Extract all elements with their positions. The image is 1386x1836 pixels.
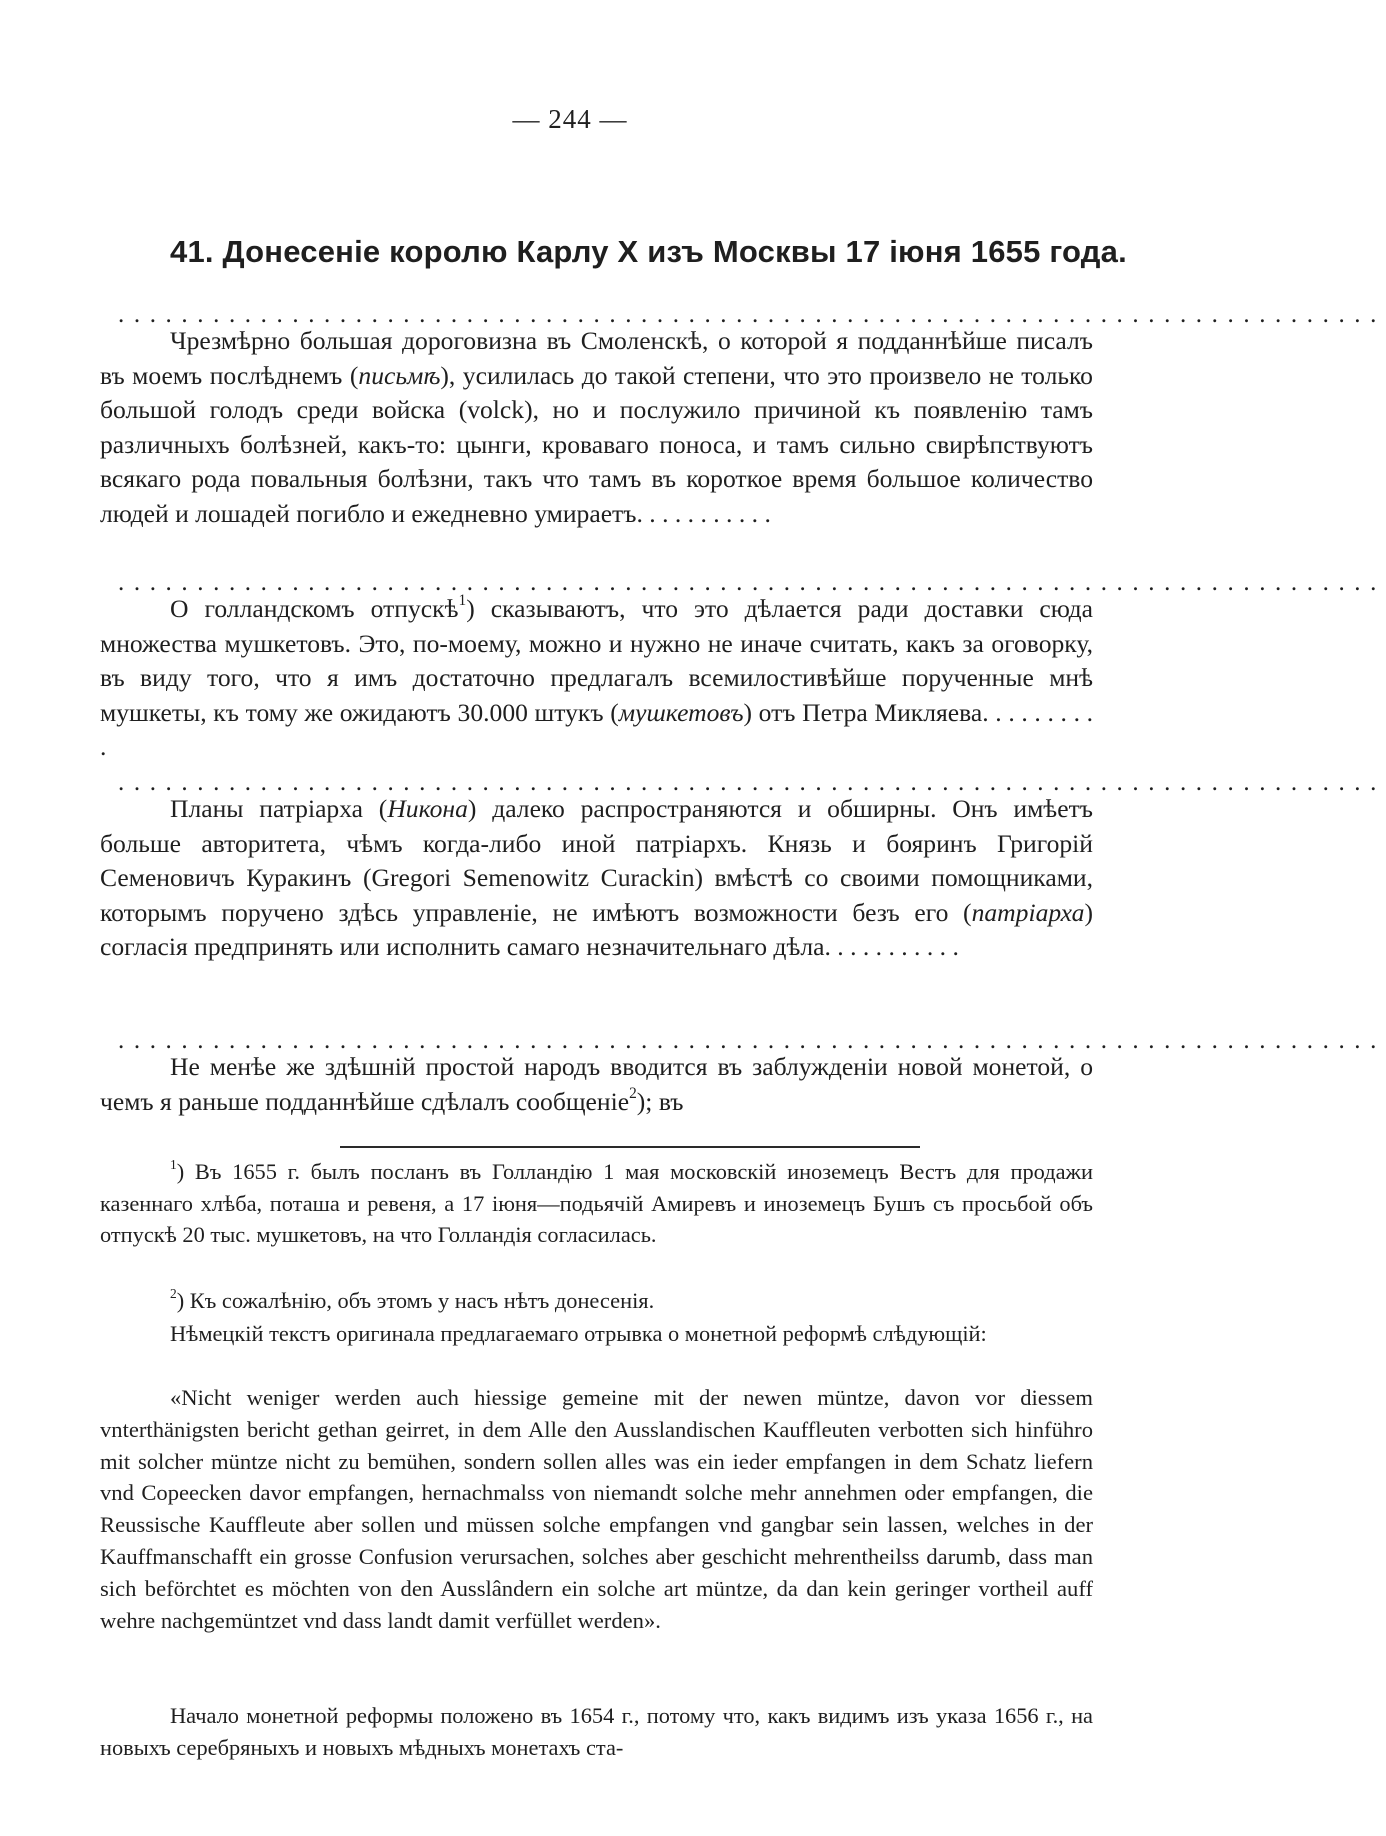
footnote-2 (100, 1285, 1093, 1317)
footnote-1-text: ) Въ 1655 г. былъ посланъ въ Голландію 1 мая московскій иноземецъ Вестъ для продажи казеннаго хлѣба, поташа и ревеня, а 17 іюня—подьячій Амиревъ и иноземецъ Бушъ съ просьбой объ отпускѣ 20 тыс. мушкетовъ, на что Голландія согласилась. (100, 1159, 1093, 1247)
paragraph-1-text: Чрезмѣрно большая дороговизна въ Смоленскѣ, о которой я подданнѣйше писалъ въ моемъ послѣднемъ ( (100, 326, 1093, 390)
paragraph-3-text-mid: ) далеко распространяются и обширны. Онъ имѣетъ больше авторитета, чѣмъ когда-либо иной патріархъ. Князь и бояринъ Григорій Семеновичъ Куракинъ (Gregori Semenowitz Curackin) вмѣстѣ со своими помощниками, которымъ поручено здѣсь управленіе, не имѣютъ возможности безъ его ( (100, 794, 1093, 927)
document-heading: 41. Донесеніе королю Карлу X изъ Москвы 17 іюня 1655 года. (170, 234, 1127, 269)
paragraph-1 (100, 324, 1093, 531)
ellipsis-line: ................................................................................ (118, 1027, 1386, 1054)
paragraph-4 (100, 1050, 1093, 1119)
footnote-2-marker: 2 (170, 1285, 177, 1301)
ellipsis-line: ................................................................................ (118, 301, 1386, 328)
paragraph-2 (100, 592, 1093, 765)
paragraph-1-text-end: ), усилилась до такой степени, что это произвело не только большой голодъ среди войска (volck), но и послужило причиной къ появленію тамъ различныхъ болѣзней, какъ-то: цынги, кроваваго поноса, и тамъ сильно свирѣпствуютъ всякаго рода повальныя болѣзни, такъ что тамъ въ короткое время большое количество людей и лошадей погибло и ежедневно умираетъ. . . . . . . . . . . (100, 360, 1093, 528)
footnote-note-intro: Нѣмецкій текстъ оригинала предлагаемаго отрывка о монетной реформѣ слѣдующій: (170, 1321, 987, 1346)
page-number: — 244 — (512, 104, 628, 134)
paragraph-3-text: Планы патріарха ( (170, 794, 388, 823)
paragraph-3 (100, 792, 1093, 965)
paragraph-4-text-end: ); въ (636, 1086, 684, 1116)
footnote-ref-1: 1 (458, 592, 467, 610)
footnote-2-text: ) Къ сожалѣнію, объ этомъ у насъ нѣтъ донесенія. (176, 1288, 655, 1313)
footnote-1-marker: 1 (170, 1156, 177, 1172)
paragraph-2-text-end: ) отъ Петра Микляева. . . . . . . . . . (100, 697, 1094, 761)
paragraph-2-emphasis: мушкетовъ (618, 697, 744, 727)
footnote-1 (100, 1156, 1093, 1251)
paragraph-1-emphasis: письмѣ (358, 360, 441, 390)
paragraph-4-text: Не менѣе же здѣшній простой народъ вводится въ заблужденіи новой монетой, о чемъ я раньше подданнѣйше сдѣлалъ сообщеніе (100, 1052, 1093, 1116)
ellipsis-line: ................................................................................ (118, 769, 1386, 796)
paragraph-2-text-mid: ) сказываютъ, что это дѣлается ради доставки сюда множества мушкетовъ. Это, по-моему, можно и нужно не иначе считать, какъ за оговорку, въ виду того, что я имъ достаточно предлагалъ всемилостивѣйше порученные мнѣ мушкеты, къ тому же ожидаютъ 30.000 штукъ ( (100, 594, 1093, 727)
paragraph-2-text: О голландскомъ отпускѣ (170, 594, 459, 623)
paragraph-3-text-end: ) согласія предпринять или исполнить самаго незначительнаго дѣла. . . . . . . . . . . (100, 897, 1093, 961)
german-original-text: «Nicht weniger werden auch hiessige gemeine mit der newen müntze, davon vor diessem vnterthänigsten bericht gethan geirret, in dem Alle den Ausslandischen Kauffleuten verbotten sich hinführo mit solcher müntze nicht zu bemühen, sondern sollen alles was ein ieder empfangen in dem Schatz liefern vnd Copeecken davor empfangen, hernachmalss von niemandt solche mehr annehmen oder empfangen, die Reussische Kauffleute aber sollen und müssen solche empfangen vnd gangbar sein lassen, welches in der Kauffmanschafft ein grosse Confusion verursachen, solches aber geschicht mehrentheilss darumb, dass man sich beförchtet es möchten von den Ausslândern ein solche art müntze, da dan kein geringer vortheil auff wehre nachgemüntzet vnd dass landt damit verfüllet werden». (100, 1385, 1093, 1633)
ellipsis-line: ................................................................................ (118, 569, 1386, 596)
footnote-separator (340, 1146, 920, 1148)
footnote-ref-2: 2 (629, 1084, 637, 1102)
paragraph-3-emphasis-2: патріарха (971, 897, 1085, 927)
paragraph-3-emphasis-1: Никона (387, 794, 468, 823)
footnote-note-coinage: Начало монетной реформы положено въ 1654 г., потому что, какъ видимъ изъ указа 1656 г., на новыхъ серебряныхъ и новыхъ мѣдныхъ монетахъ ста- (100, 1703, 1093, 1760)
